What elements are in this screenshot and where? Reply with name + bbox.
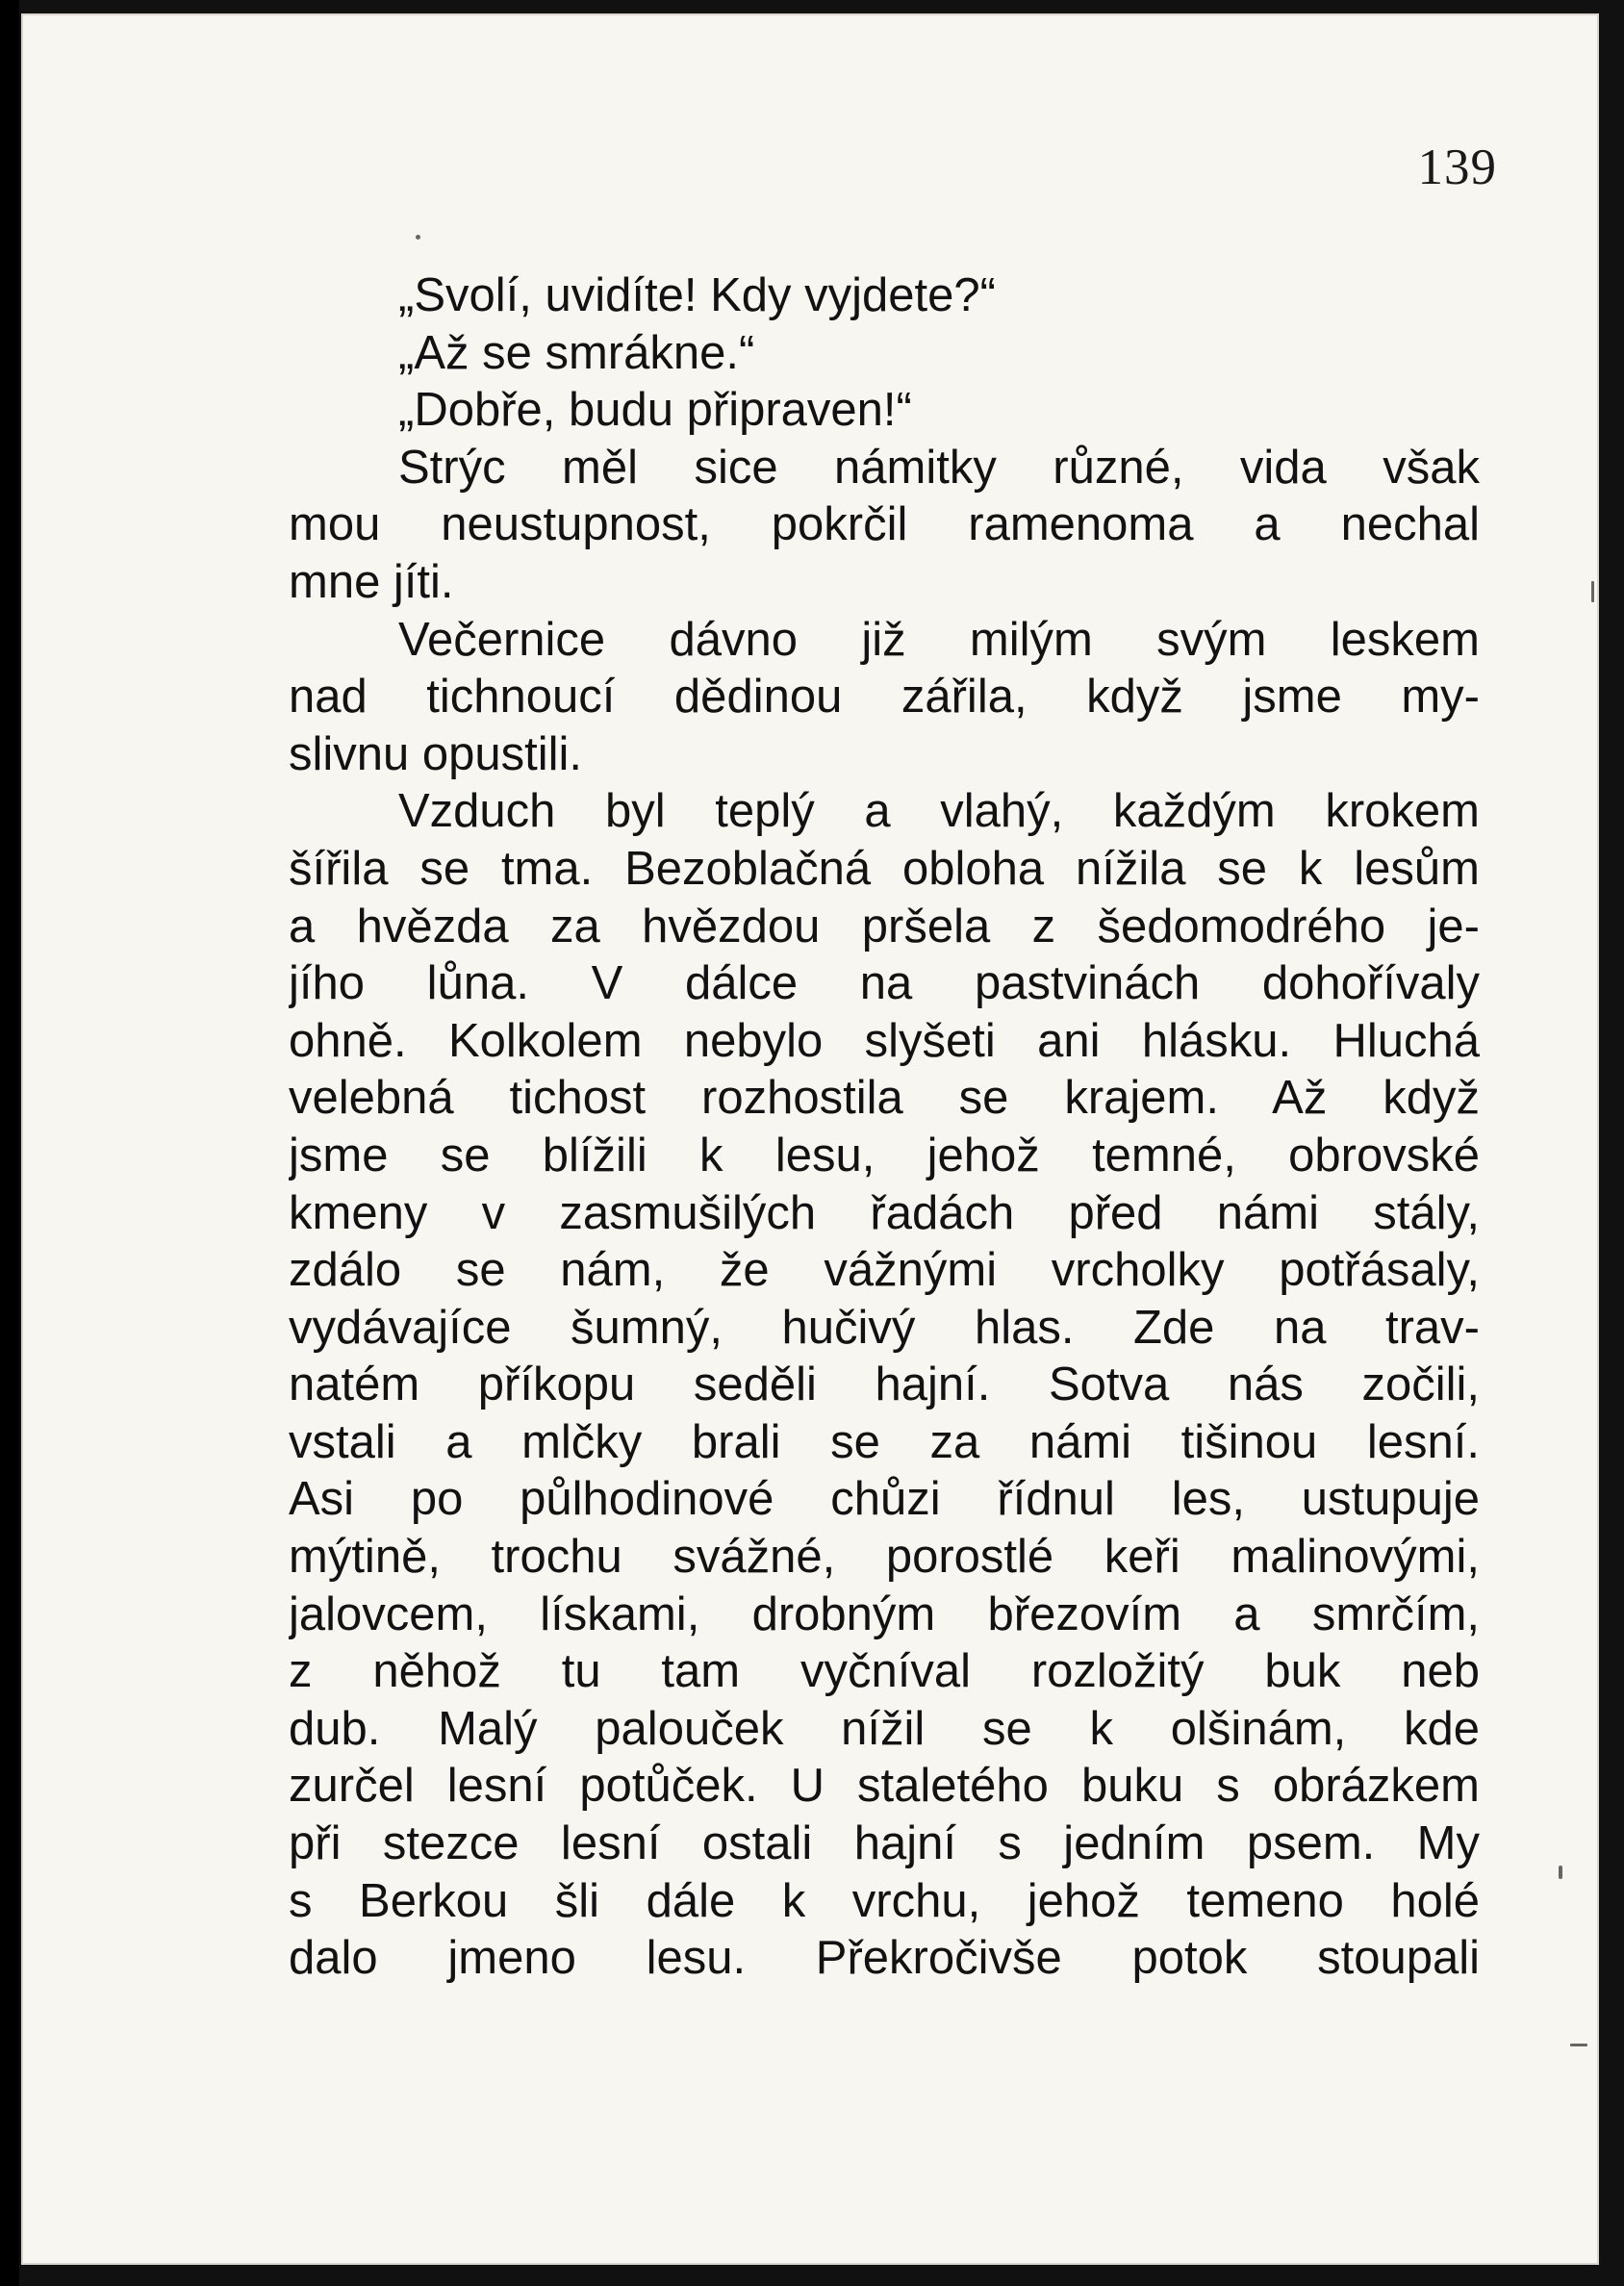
text-line: Vzduch byl teplý a vlahý, každým krokem (398, 785, 1480, 838)
paper-speck (1570, 2044, 1587, 2046)
text-line: šířila se tma. Bezoblačná obloha nížila se k lesům (289, 842, 1480, 895)
text-line: „Dobře, budu připraven!“ (398, 384, 912, 437)
page-number: 139 (1417, 140, 1497, 195)
text-line: jsme se blížili k lesu, jehož temné, obrovské (289, 1129, 1480, 1181)
text-line: Večernice dávno již milým svým leskem (398, 613, 1480, 666)
book-binding-edge (0, 0, 19, 2286)
text-line: jího lůna. V dálce na pastvinách dohořívaly (289, 957, 1480, 1010)
paper-speck (1559, 1866, 1562, 1879)
text-line: velebná tichost rozhostila se krajem. Až když (289, 1072, 1480, 1125)
text-line: Asi po půlhodinové chůzi řídnul les, ustupuje (289, 1473, 1480, 1526)
text-line: vstali a mlčky brali se za námi tišinou lesní. (289, 1415, 1480, 1468)
text-line: Strýc měl sice námitky různé, vida však (398, 441, 1480, 494)
text-line: mne jíti. (289, 555, 454, 608)
text-line: nad tichnoucí dědinou zářila, když jsme my- (289, 671, 1480, 724)
text-line: slivnu opustili. (289, 727, 583, 780)
text-line: zdálo se nám, že vážnými vrcholky potřásaly, (289, 1244, 1480, 1297)
body-text (289, 267, 1480, 1988)
text-line: dalo jmeno lesu. Překročivše potok stoupali (289, 1932, 1480, 1985)
text-line: a hvězda za hvězdou pršela z šedomodrého je- (289, 900, 1480, 952)
text-line: jalovcem, lískami, drobným březovím a smrčím, (289, 1588, 1480, 1640)
text-line: z něhož tu tam vyčníval rozložitý buk neb (289, 1645, 1480, 1698)
text-line: natém příkopu seděli hajní. Sotva nás zočili, (289, 1359, 1480, 1411)
text-line: „Svolí, uvidíte! Kdy vyjdete?“ (398, 269, 996, 321)
text-line: kmeny v zasmušilých řadách před námi stály, (289, 1186, 1480, 1239)
text-line: mýtině, trochu svážné, porostlé keři malinovými, (289, 1531, 1480, 1584)
text-line: vydávajíce šumný, hučivý hlas. Zde na trav- (289, 1301, 1480, 1354)
text-line: dub. Malý palouček nížil se k olšinám, kde (289, 1702, 1480, 1755)
text-line: při stezce lesní ostali hajní s jedním psem. My (289, 1817, 1480, 1870)
text-line: mou neustupnost, pokrčil ramenoma a nechal (289, 498, 1480, 551)
text-line: „Až se smrákne.“ (398, 326, 755, 379)
paper-speck (1591, 581, 1594, 602)
text-line: zurčel lesní potůček. U staletého buku s obrázkem (289, 1760, 1480, 1813)
text-line: ohně. Kolkolem nebylo slyšeti ani hlásku. Hluchá (289, 1014, 1480, 1067)
text-line: s Berkou šli dále k vrchu, jehož temeno holé (289, 1874, 1480, 1927)
paper-speck (416, 235, 420, 240)
